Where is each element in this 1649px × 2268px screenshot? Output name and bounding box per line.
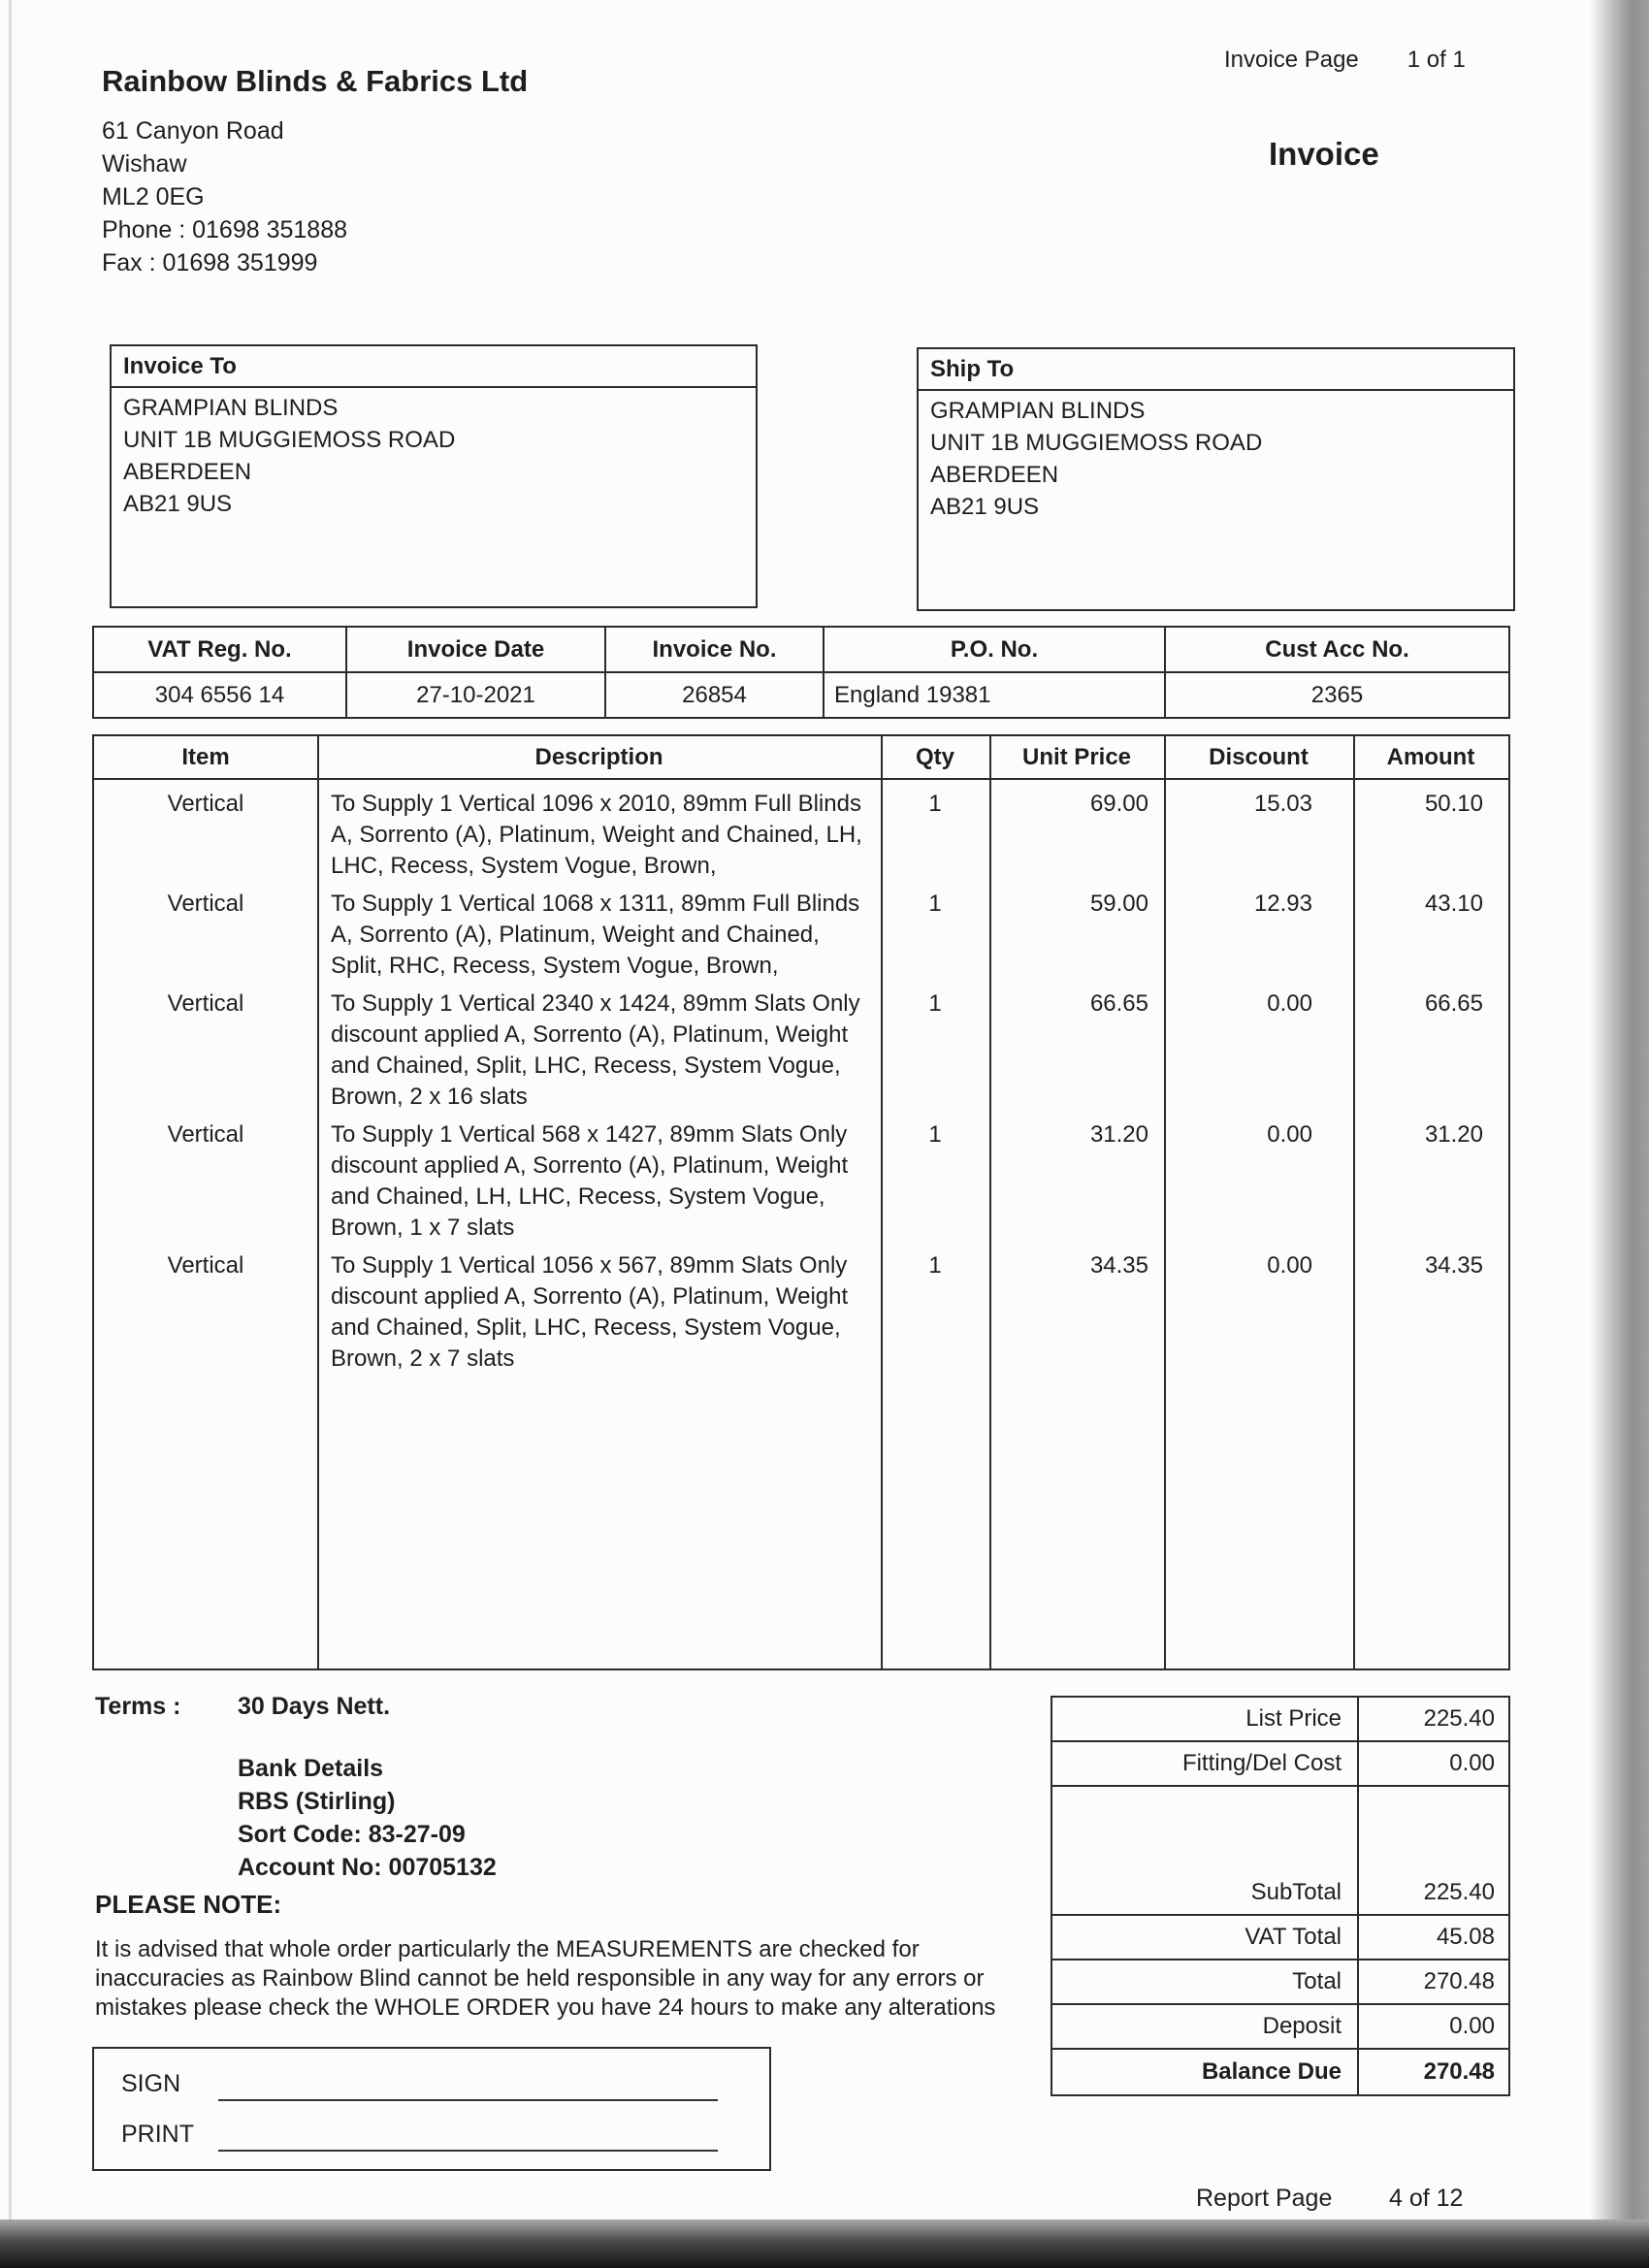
deposit-value: 0.00: [1449, 2013, 1495, 2039]
po-no-value: England 19381: [824, 673, 1166, 717]
unit-price-cell: 34.35: [1089, 1252, 1148, 1279]
discount-cell: 12.93: [1253, 891, 1312, 917]
invoice-date-header: Invoice Date: [347, 628, 606, 671]
totals-spacer: [1052, 1787, 1508, 1871]
qty-cell: 1: [928, 891, 942, 917]
po-no-header: P.O. No.: [824, 628, 1166, 671]
address-line: ABERDEEN: [930, 462, 1059, 488]
balance-due-row: [1052, 2050, 1508, 2094]
amount-cell: 31.20: [1424, 1121, 1483, 1148]
qty-cell: 1: [928, 791, 942, 817]
address-line: GRAMPIAN BLINDS: [123, 395, 339, 421]
address-line: ABERDEEN: [123, 459, 252, 485]
address-line: AB21 9US: [123, 491, 233, 517]
signature-box: [92, 2047, 771, 2171]
company-address: [102, 114, 347, 279]
company-name: Rainbow Blinds & Fabrics Ltd: [102, 64, 529, 98]
info-value-row: [94, 673, 1508, 717]
please-note-heading: PLEASE NOTE:: [95, 1890, 282, 1919]
invoice-page-indicator: [1224, 47, 1466, 74]
table-row: [94, 789, 1508, 882]
items-body: [94, 780, 1508, 1375]
ship-to-label: Ship To: [919, 349, 1513, 391]
qty-cell: 1: [928, 990, 942, 1017]
invoice-to-label: Invoice To: [112, 346, 756, 388]
terms-value: 30 Days Nett.: [238, 1693, 391, 1720]
invoice-date-value: 27-10-2021: [347, 673, 606, 717]
terms-label: Terms :: [95, 1693, 181, 1720]
info-header-row: [94, 628, 1508, 673]
invoice-page-value: 1 of 1: [1406, 47, 1466, 73]
invoice-page-label: Invoice Page: [1224, 47, 1359, 73]
company-phone: Phone : 01698 351888: [102, 216, 348, 243]
fitting-del-cost-value: 0.00: [1449, 1750, 1495, 1776]
table-row: [94, 1250, 1508, 1375]
deposit-label: Deposit: [1262, 2013, 1342, 2039]
address-line: UNIT 1B MUGGIEMOSS ROAD: [123, 427, 456, 453]
description-cell: To Supply 1 Vertical 1068 x 1311, 89mm Full Blinds A, Sorrento (A), Platinum, Weight and Chained, Split, RHC, Recess, System Vogue, Brown,: [331, 891, 860, 979]
discount-cell: 15.03: [1253, 791, 1312, 817]
invoice-to-address: [112, 388, 756, 524]
amount-cell: 50.10: [1424, 791, 1483, 817]
amount-cell: 43.10: [1424, 891, 1483, 917]
unit-price-column-header: Unit Price: [1021, 743, 1132, 770]
ship-to-box: [917, 347, 1515, 611]
sign-line: [218, 2099, 718, 2101]
column-divider: [881, 736, 883, 1669]
address-line: AB21 9US: [930, 494, 1040, 520]
item-column-header: Item: [181, 743, 230, 770]
cust-acc-header: Cust Acc No.: [1265, 636, 1409, 663]
table-row: [94, 1119, 1508, 1244]
address-line: UNIT 1B MUGGIEMOSS ROAD: [930, 430, 1263, 456]
column-divider: [317, 736, 319, 1669]
vat-total-row: [1052, 1916, 1508, 1960]
column-divider: [1353, 736, 1355, 1669]
cust-acc-value: 2365: [1310, 682, 1364, 708]
unit-price-cell: 66.65: [1089, 990, 1148, 1017]
items-table: [92, 734, 1510, 1670]
amount-cell: 66.65: [1424, 990, 1483, 1017]
scan-edge-bottom: [0, 2219, 1649, 2268]
invoice-no-value: 26854: [606, 673, 824, 717]
item-cell: Vertical: [167, 791, 244, 817]
total-value: 270.48: [1423, 1968, 1495, 1994]
address-line: Wishaw: [102, 150, 187, 178]
qty-column-header: Qty: [915, 743, 954, 770]
qty-cell: 1: [928, 1121, 942, 1148]
ship-to-address: [919, 391, 1513, 527]
list-price-label: List Price: [1245, 1705, 1342, 1732]
bank-sort-code: Sort Code: 83-27-09: [238, 1821, 466, 1848]
invoice-info-table: [92, 626, 1510, 719]
bank-details-heading: Bank Details: [238, 1755, 384, 1782]
items-header-row: [94, 736, 1508, 780]
bank-name: RBS (Stirling): [238, 1788, 396, 1815]
unit-price-cell: 59.00: [1089, 891, 1148, 917]
print-label: PRINT: [121, 2121, 194, 2148]
print-line: [218, 2150, 718, 2152]
address-line: ML2 0EG: [102, 183, 205, 211]
address-line: GRAMPIAN BLINDS: [930, 398, 1146, 424]
item-cell: Vertical: [167, 891, 244, 917]
discount-cell: 0.00: [1267, 990, 1312, 1017]
scan-edge-right: [1589, 0, 1649, 2268]
balance-due-value: 270.48: [1423, 2058, 1495, 2085]
bank-details: [238, 1752, 497, 1884]
deposit-row: [1052, 2005, 1508, 2050]
subtotal-value: 225.40: [1423, 1879, 1495, 1905]
report-page-label: Report Page: [1196, 2185, 1333, 2212]
list-price-row: [1052, 1698, 1508, 1742]
company-fax: Fax : 01698 351999: [102, 249, 318, 276]
description-cell: To Supply 1 Vertical 1056 x 567, 89mm Slats Only discount applied A, Sorrento (A), Platinum, Weight and Chained, Split, LHC, Recess, System Vogue, Brown, 2 x 7 slats: [331, 1252, 849, 1372]
unit-price-cell: 31.20: [1089, 1121, 1148, 1148]
vat-total-label: VAT Total: [1245, 1924, 1342, 1950]
description-cell: To Supply 1 Vertical 1096 x 2010, 89mm Full Blinds A, Sorrento (A), Platinum, Weight and Chained, LH, LHC, Recess, System Vogue, Brown,: [331, 791, 862, 879]
invoice-to-box: [110, 344, 758, 608]
bank-account-no: Account No: 00705132: [238, 1854, 497, 1881]
table-row: [94, 889, 1508, 982]
note-line: It is advised that whole order particularly the MEASUREMENTS are checked for: [95, 1936, 920, 1962]
vat-reg-header: VAT Reg. No.: [94, 628, 347, 671]
list-price-value: 225.40: [1423, 1705, 1495, 1732]
scan-edge-left: [9, 0, 12, 2268]
qty-cell: 1: [928, 1252, 942, 1279]
vat-reg-value: 304 6556 14: [94, 673, 347, 717]
balance-due-label: Balance Due: [1201, 2058, 1342, 2085]
item-cell: Vertical: [167, 1252, 244, 1279]
unit-price-cell: 69.00: [1089, 791, 1148, 817]
column-divider: [1164, 736, 1166, 1669]
invoice-no-header: Invoice No.: [606, 628, 824, 671]
table-row: [94, 988, 1508, 1113]
discount-cell: 0.00: [1267, 1121, 1312, 1148]
amount-cell: 34.35: [1424, 1252, 1483, 1279]
fitting-del-cost-row: [1052, 1742, 1508, 1787]
total-label: Total: [1292, 1968, 1342, 1994]
totals-table: [1051, 1696, 1510, 2096]
report-page-value: 4 of 12: [1389, 2185, 1464, 2212]
subtotal-row: [1052, 1871, 1508, 1916]
note-text: [95, 1935, 995, 2023]
subtotal-label: SubTotal: [1250, 1879, 1342, 1905]
fitting-del-cost-label: Fitting/Del Cost: [1181, 1750, 1342, 1776]
note-line: inaccuracies as Rainbow Blind cannot be held responsible in any way for any errors or: [95, 1965, 985, 1992]
column-divider: [989, 736, 991, 1669]
amount-column-header: Amount: [1386, 743, 1475, 770]
note-line: mistakes please check the WHOLE ORDER you have 24 hours to make any alterations: [95, 1994, 996, 2021]
description-cell: To Supply 1 Vertical 568 x 1427, 89mm Slats Only discount applied A, Sorrento (A), Platinum, Weight and Chained, LH, LHC, Recess, System Vogue, Brown, 1 x 7 slats: [331, 1121, 849, 1241]
invoice-title: Invoice: [1269, 136, 1379, 172]
item-cell: Vertical: [167, 1121, 244, 1148]
address-line: 61 Canyon Road: [102, 117, 284, 145]
discount-cell: 0.00: [1267, 1252, 1312, 1279]
vat-total-value: 45.08: [1436, 1924, 1495, 1950]
discount-column-header: Discount: [1209, 743, 1309, 770]
total-row: [1052, 1960, 1508, 2005]
description-cell: To Supply 1 Vertical 2340 x 1424, 89mm Slats Only discount applied A, Sorrento (A), Platinum, Weight and Chained, Split, LHC, Recess, System Vogue, Brown, 2 x 16 slats: [331, 990, 860, 1110]
description-column-header: Description: [534, 743, 663, 770]
item-cell: Vertical: [167, 990, 244, 1017]
sign-label: SIGN: [121, 2070, 181, 2097]
